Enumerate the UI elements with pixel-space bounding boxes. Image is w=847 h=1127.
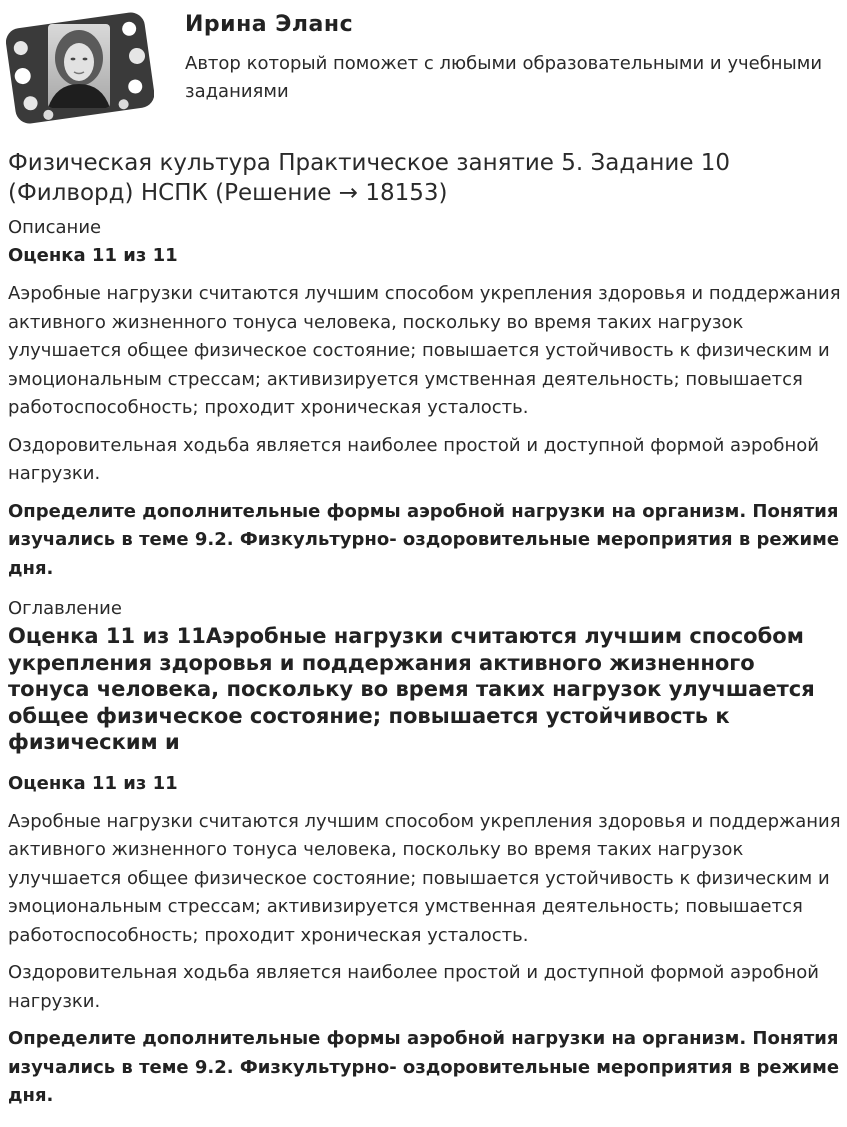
author-avatar[interactable] [6,6,154,128]
toc-section [8,597,843,1111]
description-paragraph: Аэробные нагрузки считаются лучшим способом укрепления здоровья и поддержания активного жизненного тонуса человека, поскольку во время таких нагрузок улучшается общее физическое состояние; повышается устойчивость к физическим и эмоциональным стрессам; активизируется умственная деятельность; повышается работоспособность; проходит хроническая усталость. [8,283,841,418]
main-content [8,148,843,1125]
description-grade: Оценка 11 из 11 [8,245,178,266]
page-title: Физическая культура Практическое занятие 5. Задание 10 (Филворд) НСПК (Решение → 18153) [8,150,731,206]
description-label: Описание [8,217,102,238]
author-card [0,0,847,130]
toc-paragraph: Аэробные нагрузки считаются лучшим способом укрепления здоровья и поддержания активного жизненного тонуса человека, поскольку во время таких нагрузок улучшается общее физическое состояние; повышается устойчивость к физическим и эмоциональным стрессам; активизируется умственная деятельность; повышается работоспособность; проходит хроническая усталость. [8,810,841,946]
film-frame-avatar-icon [6,6,154,128]
toc-paragraph: Оздоровительная ходьба является наиболее простой и доступной формой аэробной нагрузки. [8,962,819,1012]
author-name[interactable]: Ирина Эланс [185,12,354,37]
description-paragraph: Оздоровительная ходьба является наиболее простой и доступной формой аэробной нагрузки. [8,434,819,484]
toc-task: Определите дополнительные формы аэробной нагрузки на организм. Понятия изучались в теме 9.2. Физкультурно- оздоровительные мероприятия в режиме дня. [8,1028,840,1106]
description-task: Определите дополнительные формы аэробной нагрузки на организм. Понятия изучались в теме 9.2. Физкультурно- оздоровительные мероприятия в режиме дня. [8,500,840,579]
toc-grade: Оценка 11 из 11 [8,772,178,794]
toc-heading[interactable]: Оценка 11 из 11Аэробные нагрузки считаются лучшим способом укрепления здоровья и поддержания активного жизненного тонуса человека, поскольку во время таких нагрузок улучшается общее физическое состояние; повышается устойчивость к физическим и [8,624,815,754]
toc-label: Оглавление [8,598,122,619]
author-description: Автор который поможет с любыми образовательными и учебными заданиями [185,53,823,102]
description-section [8,216,843,583]
